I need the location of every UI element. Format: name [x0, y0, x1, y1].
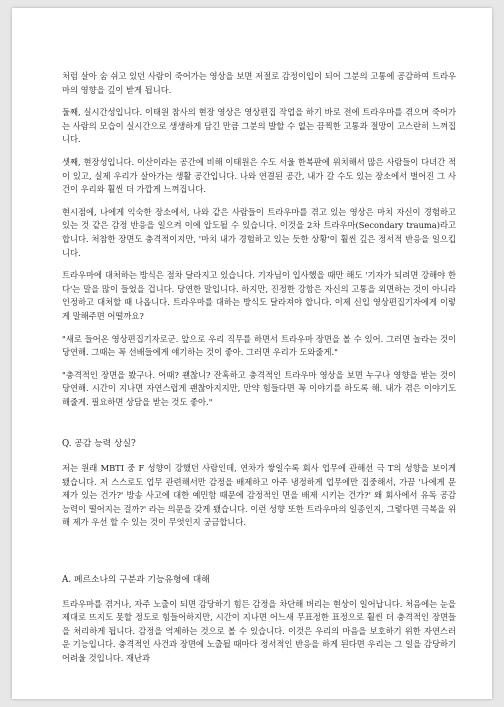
answer-paragraph: 트라우마를 겪거나, 자주 노출이 되면 감당하기 힘든 감정을 차단해 버리는 현상이 일어납니다. 처음에는 눈을 제대로 뜨지도 못할 정도로 힘들어하지만, 시간이 지나면 어느새 무표정한 표정으로 훨씬 더 충격적인 장면들을 처리하게 됩니다. 감정을 억제하는 것으로 볼 수 있습니다. 이것은 우리의 마음을 보호하기 위한 자연스러운 기능입니다. 충격적인 사건과 장면에 노출될 때마다 정서적인 반응을 하게 된다면 우리는 그 일을 감당하기 어려울 것입니다. 재난과 [62, 598, 456, 663]
document-body [62, 70, 456, 675]
question-paragraph: 저는 원래 MBTI 중 F 성향이 강했던 사람인데, 연차가 쌓일수록 회사 업무에 관해선 극 T의 성향을 보이게 됐습니다. 저 스스로도 업무 관련해서만 감정을 배제하고 아주 냉정하게 업무에만 집중해서, 가끔 '나에게 문제가 있는 건가?' 방송 사고에 대한 예민함 때문에 감정적인 면을 배제 시키는 건가?' 왜 회사에서 유독 공감 능력이 떨어지는 걸까?' 라는 의문을 갖게 됐습니다. 이런 성향 또한 트라우마의 일종인지, 그렇다면 극복을 위해 제가 우선 할 수 있는 것이 무엇인지 궁금합니다. [62, 463, 456, 528]
body-paragraph: 현시점에, 나에게 익숙한 장소에서, 나와 같은 사람들이 트라우마를 겪고 있는 영상은 마치 자신이 경험하고 있는 것 같은 감정 반응을 일으켜 이에 압도될 수 있습니다. 이것을 2차 트라우마(Secondary trauma)라고 합니다. 처참한 장면도 충격적이지만, '마치 내가 경험하고 있는 듯한 상황'이 훨씬 깊은 정서적 반응을 일으킵니다. [62, 206, 456, 258]
quote-paragraph: "충격적인 장면을 봤구나. 어때? 괜찮니? 잔혹하고 충격적인 트라우마 영상을 보면 누구나 영향을 받는 것이 당연해. 시간이 지나면 자연스럽게 괜찮아지지만, 만약 힘들다면 꼭 이야기를 하도록 해. 내가 겪은 이야기도 해줄게. 필요하면 상담을 받는 것도 좋아." [62, 369, 456, 407]
body-paragraph: 셋째, 현장성입니다. 이산이라는 공간에 비해 이태원은 수도 서울 한복판에 위치해서 많은 사람들이 다녀간 적이 있고, 실제 우리가 살아가는 생활 공간입니다. 나와 연결된 공간, 내가 갈 수도 있는 장소에서 벌어진 그 사건이 우리와 훨씬 더 가깝게 느껴집니다. [62, 156, 456, 195]
body-paragraph: 둘째, 실시간성입니다. 이태원 참사의 현장 영상은 영상편집 작업을 하기 바로 전에 트라우마를 겪으며 죽어가는 사람의 모습이 실시간으로 생생하게 담긴 만큼 그분의 발할 수 없는 끔찍한 고통과 절망이 고스란히 느껴집니다. [62, 107, 456, 145]
question-heading: Q. 공감 능력 상실? [62, 439, 136, 450]
section-spacer [62, 539, 456, 574]
quote-paragraph: "새로 들어온 영상편집기자로군. 앞으로 우리 직무를 하면서 트라우마 장면을 볼 수 있어. 그러면 놀라는 것이 당연해. 그때는 꼭 선배들에게 얘기하는 것이 좋아. 그러면 우리가 도와줄게." [62, 333, 456, 358]
document-page [12, 8, 492, 699]
section-spacer [62, 418, 456, 438]
body-paragraph: 처럼 살아 숨 쉬고 있던 사람이 죽어가는 영상을 보면 저절로 감정이입이 되어 그분의 고통에 공감하여 트라우마의 영향을 깊이 받게 됩니다. [62, 71, 456, 95]
body-paragraph: 트라우마에 대처하는 방식은 점차 달라지고 있습니다. 기자님이 입사했을 때만 해도 '기자가 되려면 강해야 한다'는 말을 많이 들었을 겁니다. 당연한 말입니다. 하지만, 진정한 강함은 자신의 고통을 외면하는 것이 아니라 인정하고 대처할 때 나옵니다. 트라우마를 대하는 방식도 달라져야 합니다. 이제 신입 영상편집기자에게 이렇게 말해주면 어떨까요? [62, 270, 456, 321]
answer-heading: A. 페르소나의 구분과 기능유형에 대해 [62, 575, 210, 586]
